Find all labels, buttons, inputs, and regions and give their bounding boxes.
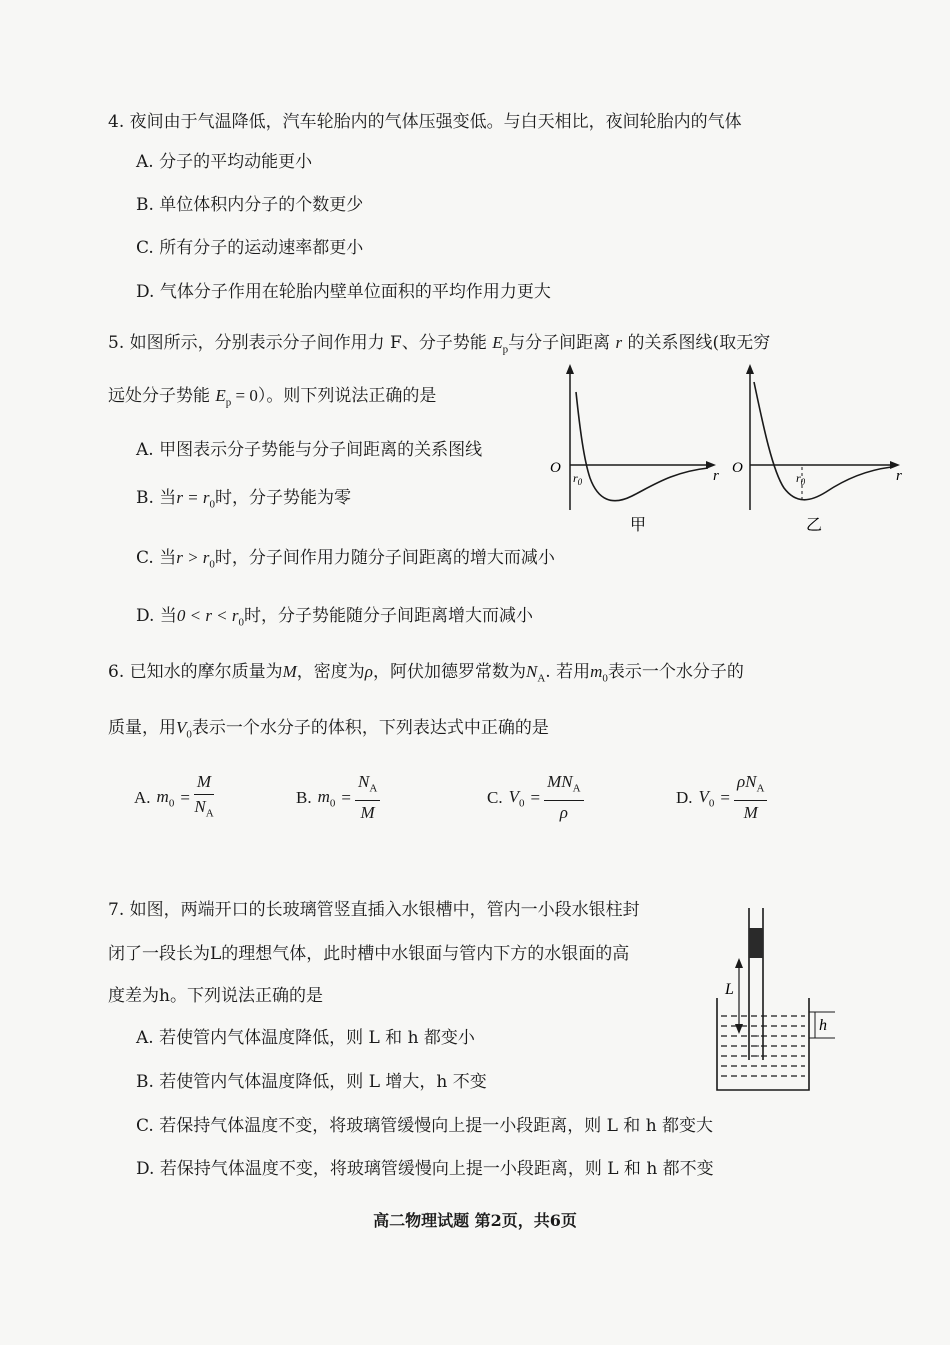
q7-option-d: D. 若保持气体温度不变，将玻璃管缓慢向上提一小段距离，则 L 和 h 都不变 — [136, 1159, 714, 1179]
q5-option-d: D. 当$0 < r < r_0$时，分子势能随分子间距离增大而减小 — [136, 606, 534, 629]
label-L: L — [725, 981, 734, 998]
q6-option-c: C. $V_0$ = $\frac{MN_A}{\rho}$ — [487, 772, 588, 823]
graph-jia — [550, 364, 719, 534]
q6-option-d: D. $V_0$ = $\frac{\rho N_A}{M}$ — [676, 772, 771, 823]
label-h: h — [819, 1017, 827, 1034]
mercury-column — [749, 928, 763, 958]
graph-yi — [732, 364, 902, 534]
caption-yi: 乙 — [806, 517, 823, 534]
q4-option-a: A. 分子的平均动能更小 — [136, 152, 313, 172]
q6-option-b: B. $m_0$ = $\frac{N_A}{M}$ — [296, 772, 384, 823]
q7-option-a: A. 若使管内气体温度降低，则 L 和 h 都变小 — [136, 1028, 475, 1048]
q4-option-b: B. 单位体积内分子的个数更少 — [136, 195, 364, 215]
arrow-down-icon — [735, 1024, 743, 1034]
q5-option-b: B. 当$r = r_0$时，分子势能为零 — [136, 488, 352, 511]
q5-graphs — [540, 360, 920, 540]
mercury-in-tube — [751, 1036, 761, 1056]
q7-stem-line2: 闭了一段长为L的理想气体，此时槽中水银面与管内下方的水银面的高 — [108, 944, 630, 964]
q6-stem-line1: 6. 已知水的摩尔质量为M，密度为ρ，阿伏加德罗常数为$N_A$. 若用$m_0$表示一个水分子的 — [108, 662, 744, 685]
r0-label-right: $r_0$ — [796, 471, 806, 487]
q5-stem-line1: 5. 如图所示，分别表示分子间作用力 F、分子势能 $E_p$与分子间距离 r 的关系图线(取无穷 — [108, 333, 771, 356]
r-axis-label-right: r — [896, 468, 902, 484]
q7-stem-line3: 度差为h。下列说法正确的是 — [108, 986, 323, 1006]
y-axis-arrow-icon — [746, 364, 754, 374]
q5-option-a: A. 甲图表示分子势能与分子间距离的关系图线 — [136, 440, 483, 460]
q7-option-c: C. 若保持气体温度不变，将玻璃管缓慢向上提一小段距离，则 L 和 h 都变大 — [136, 1116, 714, 1136]
r0-label-left: $r_0$ — [573, 471, 583, 487]
q7-option-b: B. 若使管内气体温度降低，则 L 增大，h 不变 — [136, 1072, 487, 1092]
caption-jia: 甲 — [630, 517, 647, 534]
q5-stem-line2: 远处分子势能 $E_p = 0$）。则下列说法正确的是 — [108, 386, 437, 409]
q7-stem-line1: 7. 如图，两端开口的长玻璃管竖直插入水银槽中，管内一小段水银柱封 — [108, 900, 640, 920]
page-footer: 高二物理试题 第2页，共6页 — [373, 1211, 577, 1230]
r-axis-label-left: r — [713, 468, 719, 484]
q4-stem: 4. 夜间由于气温降低，汽车轮胎内的气体压强变低。与白天相比，夜间轮胎内的气体 — [108, 112, 742, 132]
q7-diagram — [705, 900, 845, 1100]
origin-label-right: O — [732, 460, 743, 476]
q6-stem-line2: 质量，用$V_0$表示一个水分子的体积，下列表达式中正确的是 — [108, 718, 549, 741]
force-curve — [576, 392, 708, 501]
q4-option-d: D. 气体分子作用在轮胎内壁单位面积的平均作用力更大 — [136, 282, 551, 302]
arrow-up-icon — [735, 958, 743, 968]
potential-curve — [754, 382, 892, 500]
q4-option-c: C. 所有分子的运动速率都更小 — [136, 238, 364, 258]
y-axis-arrow-icon — [566, 364, 574, 374]
q5-option-c: C. 当$r > r_0$时，分子间作用力随分子间距离的增大而减小 — [136, 548, 555, 571]
origin-label-left: O — [550, 460, 561, 476]
q6-option-a: A. $m_0$ = $\frac{M}{N_A}$ — [134, 772, 214, 820]
